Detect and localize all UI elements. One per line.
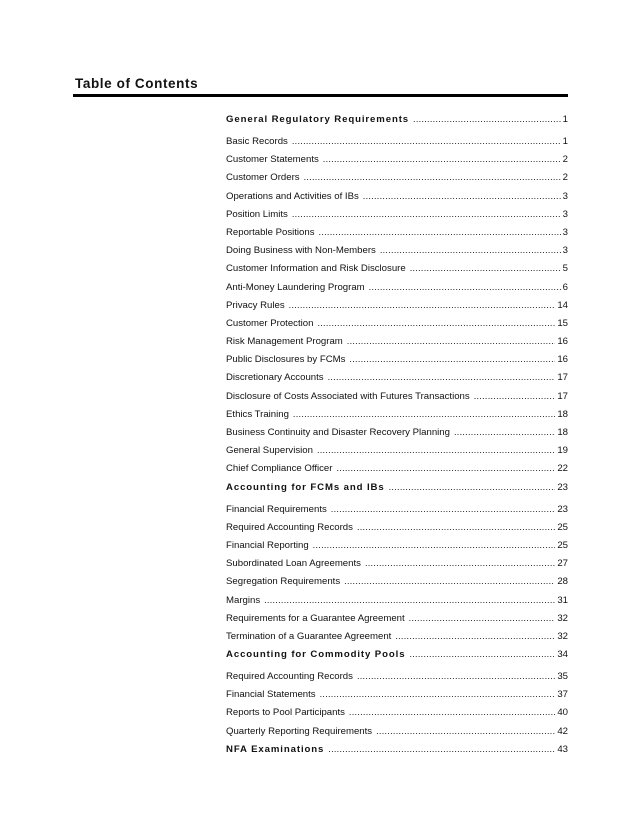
toc-entry — [226, 611, 568, 629]
toc-entry-label: Required Accounting Records — [226, 671, 353, 683]
toc-entry-label: Financial Statements — [226, 689, 316, 701]
dot-leader — [323, 152, 561, 167]
toc-entry-label: Customer Orders — [226, 172, 300, 184]
toc-entry-label: Business Continuity and Disaster Recovery Planning — [226, 427, 450, 438]
toc-entry-page: 16 — [557, 354, 568, 366]
toc-entry — [226, 134, 568, 152]
dot-leader — [349, 705, 555, 720]
toc-entry-label: Public Disclosures by FCMs — [226, 354, 346, 366]
toc-entry-page: 17 — [557, 390, 568, 402]
dot-leader — [409, 611, 556, 626]
toc-entry-label: Reports to Pool Participants — [226, 707, 345, 719]
toc-entry-label: Financial Reporting — [226, 539, 309, 551]
toc-entry — [226, 425, 568, 443]
toc-entry-page: 25 — [557, 539, 568, 551]
toc-entry-label: Chief Compliance Officer — [226, 463, 333, 475]
toc-section-entry — [226, 112, 568, 134]
toc-entry-page: 23 — [557, 503, 568, 515]
toc-entry — [226, 538, 568, 556]
dot-leader — [365, 556, 555, 571]
toc-entry-label: Margins — [226, 594, 261, 606]
toc-entry-label: General Supervision — [226, 445, 313, 457]
toc-entry-label: Reportable Positions — [226, 226, 315, 238]
toc-entry-label: Quarterly Reporting Requirements — [226, 725, 373, 737]
toc-entry-label: Financial Requirements — [226, 503, 327, 515]
toc-entry-page: 2 — [562, 172, 568, 184]
toc-entry-page: 25 — [557, 521, 568, 533]
dot-leader — [319, 225, 561, 240]
toc-section-entry — [226, 480, 568, 502]
toc-entry-page: 19 — [557, 445, 568, 457]
toc-entry-label: Privacy Rules — [226, 299, 285, 311]
dot-leader — [413, 112, 561, 127]
toc-entry-page: 3 — [562, 208, 568, 220]
toc-entry — [226, 316, 568, 334]
toc-entry-label: Subordinated Loan Agreements — [226, 558, 361, 570]
toc-entry-page: 17 — [557, 372, 568, 384]
dot-leader — [336, 461, 555, 476]
toc-entry-page: 40 — [557, 707, 568, 719]
toc-entry — [226, 189, 568, 207]
toc-entry — [226, 724, 568, 742]
dot-leader — [320, 687, 556, 702]
dot-leader — [474, 389, 556, 404]
toc-entry-label: Discretionary Accounts — [226, 372, 324, 384]
toc-entry — [226, 705, 568, 723]
toc-entry-page: 14 — [557, 299, 568, 311]
toc-entry — [226, 261, 568, 279]
toc-entry-label: Requirements for a Guarantee Agreement — [226, 612, 405, 624]
toc-entry-page: 18 — [557, 427, 568, 438]
toc-entry — [226, 298, 568, 316]
dot-leader — [313, 538, 556, 553]
toc-entry-page: 6 — [562, 281, 568, 293]
dot-leader — [292, 207, 561, 222]
toc-entry-page: 32 — [557, 612, 568, 624]
toc-entry-label: Segregation Requirements — [226, 576, 341, 588]
toc-entry-page: 37 — [557, 689, 568, 701]
toc-entry-page: 31 — [557, 594, 568, 606]
toc-entry-label: Termination of a Guarantee Agreement — [226, 630, 392, 642]
dot-leader — [380, 243, 561, 258]
toc-entry-label: Operations and Activities of IBs — [226, 190, 359, 202]
dot-leader — [409, 647, 555, 662]
toc-heading: Table of Contents — [75, 76, 199, 91]
dot-leader — [349, 352, 555, 367]
dot-leader — [328, 742, 555, 757]
toc-entry-label: Basic Records — [226, 136, 288, 147]
toc-entry — [226, 443, 568, 461]
toc-entry-page: 34 — [557, 649, 568, 661]
toc-entry-label: Required Accounting Records — [226, 521, 353, 533]
toc-entry-label: Risk Management Program — [226, 336, 343, 348]
toc-entry-label: General Regulatory Requirements — [226, 114, 410, 125]
toc-entry-label: Customer Information and Risk Disclosure — [226, 263, 406, 275]
dot-leader — [289, 298, 556, 313]
dot-leader — [395, 629, 555, 644]
toc-entry-page: 27 — [557, 558, 568, 570]
dot-leader — [347, 334, 556, 349]
toc-entry-page: 28 — [557, 576, 568, 588]
toc-entry — [226, 389, 568, 407]
toc-entry-page: 15 — [557, 317, 568, 329]
toc-entry — [226, 520, 568, 538]
toc-entry-page: 42 — [557, 725, 568, 737]
toc-entry — [226, 243, 568, 261]
toc-entry — [226, 225, 568, 243]
toc-entry-label: Disclosure of Costs Associated with Futures Transactions — [226, 390, 470, 402]
toc-entry-page: 43 — [557, 743, 568, 755]
toc-entry — [226, 574, 568, 592]
toc-entry-label: Accounting for Commodity Pools — [226, 649, 406, 661]
dot-leader — [357, 669, 555, 684]
toc-entry — [226, 334, 568, 352]
dot-leader — [369, 280, 561, 295]
dot-leader — [376, 724, 555, 739]
toc-entry-label: NFA Examinations — [226, 743, 325, 755]
toc-entry — [226, 687, 568, 705]
dot-leader — [264, 593, 555, 608]
toc-entry-label: Ethics Training — [226, 408, 289, 420]
toc-entry-page: 1 — [562, 136, 568, 147]
toc-entry-page: 5 — [562, 263, 568, 275]
dot-leader — [389, 480, 556, 495]
toc-entry-label: Anti-Money Laundering Program — [226, 281, 365, 293]
toc-entry-page: 3 — [562, 245, 568, 257]
toc-entry-page: 32 — [557, 630, 568, 642]
toc-entry — [226, 629, 568, 647]
dot-leader — [317, 443, 555, 458]
toc-entry — [226, 370, 568, 388]
heading-rule — [73, 94, 568, 97]
toc-entry-label: Customer Statements — [226, 154, 319, 166]
toc-entry — [226, 593, 568, 611]
toc-entry — [226, 407, 568, 425]
dot-leader — [344, 574, 555, 589]
dot-leader — [292, 134, 561, 149]
toc-entry-page: 16 — [557, 336, 568, 348]
toc-entry — [226, 280, 568, 298]
toc-entry-label: Doing Business with Non-Members — [226, 245, 376, 257]
dot-leader — [317, 316, 555, 331]
toc-entry-label: Accounting for FCMs and IBs — [226, 481, 385, 493]
toc-entry — [226, 207, 568, 225]
dot-leader — [357, 520, 555, 535]
toc-section-entry — [226, 647, 568, 669]
toc-entry-label: Position Limits — [226, 208, 288, 220]
toc-entry-page: 3 — [562, 226, 568, 238]
dot-leader — [363, 189, 561, 204]
dot-leader — [410, 261, 561, 276]
toc-entry — [226, 352, 568, 370]
toc-entry-page: 1 — [562, 114, 568, 125]
toc-entry-page: 22 — [557, 463, 568, 475]
toc-list — [226, 112, 568, 764]
toc-entry-label: Customer Protection — [226, 317, 314, 329]
toc-entry — [226, 669, 568, 687]
dot-leader — [328, 370, 556, 385]
dot-leader — [331, 502, 556, 517]
dot-leader — [454, 425, 555, 440]
toc-entry-page: 18 — [557, 408, 568, 420]
toc-entry-page: 3 — [562, 190, 568, 202]
toc-entry-page: 23 — [557, 481, 568, 493]
toc-entry-page: 2 — [562, 154, 568, 166]
toc-section-entry — [226, 742, 568, 764]
toc-entry — [226, 556, 568, 574]
toc-entry — [226, 502, 568, 520]
dot-leader — [293, 407, 555, 422]
dot-leader — [304, 170, 561, 185]
toc-entry — [226, 152, 568, 170]
toc-entry — [226, 170, 568, 188]
toc-entry-page: 35 — [557, 671, 568, 683]
toc-entry — [226, 461, 568, 479]
